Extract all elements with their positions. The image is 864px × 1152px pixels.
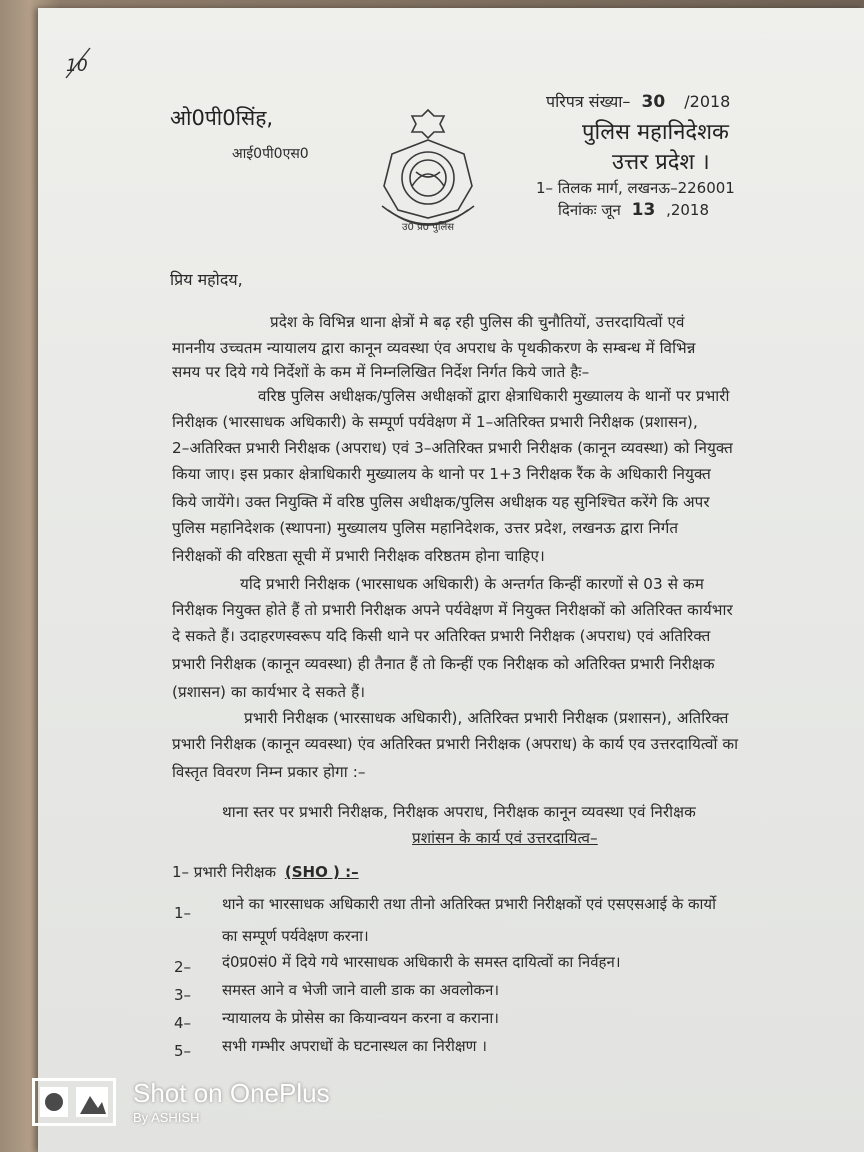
duty-text: थाने का भारसाधक अधिकारी तथा तीनो अतिरिक्त प्रभारी निरीक्षकों एवं एसएसआई के कार्यो <box>222 895 717 913</box>
body-line: पुलिस महानिदेशक (स्थापना) मुख्यालय पुलिस महानिदेशक, उत्तर प्रदेश, लखनऊ द्वारा निर्गत <box>172 519 679 537</box>
sender-designation: आई0पी0एस0 <box>232 146 309 162</box>
duty-number: 2– <box>174 958 192 976</box>
duty-text: सभी गम्भीर अपराधों के घटनास्थल का निरीक्षण । <box>222 1037 487 1055</box>
duty-number: 3– <box>174 986 192 1004</box>
body-line: दे सकते हैं। उदाहरणस्वरूप यदि किसी थाने पर अतिरिक्त प्रभारी निरीक्षक (अपराध) एवं अतिरिक्त <box>172 627 711 645</box>
body-line: विस्तृत विवरण निम्न प्रकार होगा :– <box>172 763 366 781</box>
page-number-mark: 10 <box>66 56 88 76</box>
circular-number: 30 <box>641 92 666 112</box>
body-line: निरीक्षक (भारसाधक अधिकारी) के सम्पूर्ण पर्यवेक्षण में 1–अतिरिक्त प्रभारी निरीक्षक (प्रशासन), <box>172 413 698 431</box>
body-line: प्रदेश के विभिन्न थाना क्षेत्रों मे बढ़ रही पुलिस की चुनौतियों, उत्तरदायित्वों एवं <box>270 313 685 331</box>
office-state: उत्तर प्रदेश । <box>612 150 710 175</box>
body-line: प्रभारी निरीक्षक (कानून व्यवस्था) ही तैनात हैं तो किन्हीं एक निरीक्षक को अतिरिक्त प्रभारी निरीक्षक <box>172 655 715 673</box>
date-label: दिनांकः जून <box>558 201 621 219</box>
pen-stroke <box>60 44 94 84</box>
body-line: यदि प्रभारी निरीक्षक (भारसाधक अधिकारी) के अन्तर्गत किन्हीं कारणों से 03 से कम <box>240 575 704 593</box>
duty-text-continued: का सम्पूर्ण पर्यवेक्षण करना। <box>222 927 369 945</box>
office-address: 1– तिलक मार्ग, लखनऊ–226001 <box>536 179 735 197</box>
sender-name: ओ0पी0सिंह, <box>170 106 274 130</box>
body-line: प्रभारी निरीक्षक (कानून व्यवस्था) एंव अतिरिक्त प्रभारी निरीक्षक (अपराध) के कार्य एव उत्तरदायित्वों का <box>172 735 739 753</box>
oneplus-camera-icon <box>32 1078 116 1126</box>
section-heading-line2: प्रशांसन के कार्य एवं उत्तरदायित्व– <box>412 829 598 847</box>
body-line: (प्रशासन) का कार्यभार दे सकते हैं। <box>172 683 366 701</box>
circular-label: परिपत्र संख्या– <box>546 92 631 111</box>
body-line: निरीक्षकों की वरिष्ठता सूची में प्रभारी निरीक्षक वरिष्ठतम होना चाहिए। <box>172 547 545 565</box>
salutation: प्रिय महोदय, <box>170 270 243 289</box>
sho-subheading-label: (SHO ) :– <box>284 863 359 881</box>
body-line: किया जाए। इस प्रकार क्षेत्राधिकारी मुख्यालय के थानो पर 1+3 निरीक्षक रैंक के अधिकारी नियुक्त <box>172 465 711 483</box>
duty-number: 1– <box>174 904 192 922</box>
body-line: प्रभारी निरीक्षक (भारसाधक अधिकारी), अतिरिक्त प्रभारी निरीक्षक (प्रशासन), अतिरिक्त <box>244 709 729 727</box>
office-title: पुलिस महानिदेशक <box>582 120 729 145</box>
watermark-byline: By ASHISH <box>133 1110 200 1125</box>
body-line: निरीक्षक नियुक्त होते हैं तो प्रभारी निरीक्षक अपने पर्यवेक्षण में नियुक्त निरीक्षकों को अतिरिक्त कार्यभार <box>172 601 733 619</box>
duty-number: 5– <box>174 1042 192 1060</box>
body-line: 2–अतिरिक्त प्रभारी निरीक्षक (अपराध) एवं 3–अतिरिक्त प्रभारी निरीक्षक (कानून व्यवस्था) को नियुक्त <box>172 439 733 457</box>
watermark-title: Shot on OnePlus <box>133 1078 330 1108</box>
body-line: किये जायेंगे। उक्त नियुक्ति में वरिष्ठ पुलिस अधीक्षक/पुलिस अधीक्षक यह सुनिश्चित करेंगे कि अपर <box>172 493 710 511</box>
sho-subheading-prefix: 1– प्रभारी निरीक्षक <box>172 863 277 881</box>
sho-subheading <box>172 862 359 882</box>
body-line: माननीय उच्चतम न्यायालय द्वारा कानून व्यवस्था एंव अपराध के पृथकीकरण के सम्बन्ध में विभिन्न <box>172 339 696 357</box>
duty-text: दं0प्र0सं0 में दिये गये भारसाधक अधिकारी के समस्त दायित्वों का निर्वहन। <box>222 953 621 971</box>
date-year: ,2018 <box>666 201 710 219</box>
up-police-emblem <box>372 106 484 238</box>
duty-number: 4– <box>174 1014 192 1032</box>
duty-text: न्यायालय के प्रोसेस का कियान्वयन करना व कराना। <box>222 1009 499 1027</box>
duty-text: समस्त आने व भेजी जाने वाली डाक का अवलोकन। <box>222 981 500 999</box>
section-heading-line1: थाना स्तर पर प्रभारी निरीक्षक, निरीक्षक अपराध, निरीक्षक कानून व्यवस्था एवं निरीक्षक <box>222 803 696 821</box>
body-line: वरिष्ठ पुलिस अधीक्षक/पुलिस अधीक्षकों द्वारा क्षेत्राधिकारी मुख्यालय के थानों पर प्रभारी <box>258 387 730 405</box>
circular-year: /2018 <box>684 92 731 111</box>
date-day: 13 <box>631 200 656 220</box>
emblem-text: उ0 प्र0 पुलिस <box>401 222 455 233</box>
circular-number-line <box>546 90 730 112</box>
body-line: समय पर दिये गये निर्देशों के कम में निम्नलिखित निर्देश निर्गत किये जाते हैः– <box>172 363 590 381</box>
date-line <box>558 200 709 220</box>
